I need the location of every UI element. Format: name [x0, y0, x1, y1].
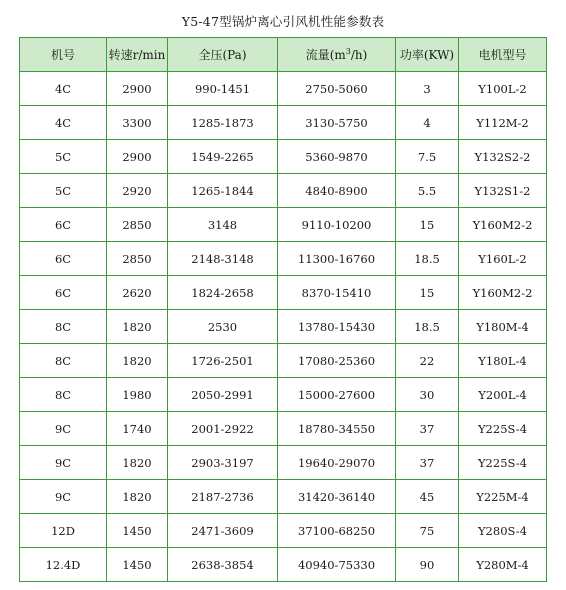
- cell-model: 6C: [20, 208, 107, 242]
- cell-motor: Y160L-2: [459, 242, 547, 276]
- table-row: [20, 72, 547, 106]
- table-row: [20, 514, 547, 548]
- cell-motor: Y200L-4: [459, 378, 547, 412]
- cell-power: 37: [396, 412, 459, 446]
- cell-pressure: 1285-1873: [168, 106, 278, 140]
- cell-power: 37: [396, 446, 459, 480]
- cell-model: 8C: [20, 310, 107, 344]
- table-row: [20, 446, 547, 480]
- cell-model: 12.4D: [20, 548, 107, 582]
- table-row: [20, 140, 547, 174]
- cell-power: 15: [396, 208, 459, 242]
- cell-motor: Y280M-4: [459, 548, 547, 582]
- header-row: [20, 38, 547, 72]
- cell-motor: Y132S1-2: [459, 174, 547, 208]
- cell-power: 75: [396, 514, 459, 548]
- cell-model: 6C: [20, 242, 107, 276]
- cell-flow: 8370-15410: [278, 276, 396, 310]
- table-row: [20, 378, 547, 412]
- cell-motor: Y160M2-2: [459, 276, 547, 310]
- header-flow-suffix: /h): [350, 48, 368, 62]
- cell-flow: 37100-68250: [278, 514, 396, 548]
- cell-flow: 9110-10200: [278, 208, 396, 242]
- fan-spec-table: [19, 37, 547, 582]
- table-title: Y5-47型锅炉离心引风机性能参数表: [181, 14, 385, 29]
- cell-speed: 1820: [107, 446, 168, 480]
- cell-flow: 13780-15430: [278, 310, 396, 344]
- cell-motor: Y180M-4: [459, 310, 547, 344]
- cell-speed: 2850: [107, 242, 168, 276]
- table-row: [20, 208, 547, 242]
- cell-pressure: 2471-3609: [168, 514, 278, 548]
- cell-flow: 40940-75330: [278, 548, 396, 582]
- cell-motor: Y225S-4: [459, 412, 547, 446]
- cell-speed: 1740: [107, 412, 168, 446]
- table-row: [20, 242, 547, 276]
- cell-model: 8C: [20, 378, 107, 412]
- cell-flow: 11300-16760: [278, 242, 396, 276]
- cell-power: 3: [396, 72, 459, 106]
- cell-model: 4C: [20, 72, 107, 106]
- cell-speed: 1980: [107, 378, 168, 412]
- cell-flow: 4840-8900: [278, 174, 396, 208]
- cell-model: 9C: [20, 446, 107, 480]
- cell-power: 15: [396, 276, 459, 310]
- cell-model: 9C: [20, 480, 107, 514]
- cell-power: 90: [396, 548, 459, 582]
- table-row: [20, 174, 547, 208]
- header-flow-sup: 3: [345, 47, 351, 56]
- cell-flow: 18780-34550: [278, 412, 396, 446]
- table-row: [20, 310, 547, 344]
- cell-pressure: 2638-3854: [168, 548, 278, 582]
- cell-speed: 2620: [107, 276, 168, 310]
- cell-pressure: 2050-2991: [168, 378, 278, 412]
- cell-speed: 2850: [107, 208, 168, 242]
- cell-pressure: 990-1451: [168, 72, 278, 106]
- cell-motor: Y100L-2: [459, 72, 547, 106]
- cell-pressure: 2001-2922: [168, 412, 278, 446]
- cell-speed: 2920: [107, 174, 168, 208]
- cell-power: 45: [396, 480, 459, 514]
- cell-pressure: 1549-2265: [168, 140, 278, 174]
- cell-speed: 1820: [107, 310, 168, 344]
- cell-motor: Y160M2-2: [459, 208, 547, 242]
- cell-speed: 1820: [107, 344, 168, 378]
- cell-model: 4C: [20, 106, 107, 140]
- header-motor: 电机型号: [459, 38, 547, 72]
- cell-pressure: 1824-2658: [168, 276, 278, 310]
- cell-flow: 15000-27600: [278, 378, 396, 412]
- cell-speed: 1450: [107, 514, 168, 548]
- cell-model: 5C: [20, 140, 107, 174]
- cell-pressure: 3148: [168, 208, 278, 242]
- cell-motor: Y225M-4: [459, 480, 547, 514]
- cell-flow: 31420-36140: [278, 480, 396, 514]
- cell-power: 7.5: [396, 140, 459, 174]
- cell-speed: 1820: [107, 480, 168, 514]
- header-flow: [278, 38, 396, 72]
- table-row: [20, 106, 547, 140]
- table-row: [20, 480, 547, 514]
- cell-pressure: 1726-2501: [168, 344, 278, 378]
- cell-speed: 1450: [107, 548, 168, 582]
- cell-pressure: 2187-2736: [168, 480, 278, 514]
- cell-power: 5.5: [396, 174, 459, 208]
- cell-flow: 2750-5060: [278, 72, 396, 106]
- header-speed: 转速r/min: [107, 38, 168, 72]
- cell-motor: Y280S-4: [459, 514, 547, 548]
- cell-power: 18.5: [396, 242, 459, 276]
- cell-model: 9C: [20, 412, 107, 446]
- cell-power: 4: [396, 106, 459, 140]
- cell-speed: 2900: [107, 72, 168, 106]
- table-row: [20, 276, 547, 310]
- cell-flow: 3130-5750: [278, 106, 396, 140]
- cell-motor: Y132S2-2: [459, 140, 547, 174]
- cell-pressure: 1265-1844: [168, 174, 278, 208]
- cell-pressure: 2148-3148: [168, 242, 278, 276]
- cell-power: 30: [396, 378, 459, 412]
- cell-motor: Y225S-4: [459, 446, 547, 480]
- cell-model: 5C: [20, 174, 107, 208]
- cell-model: 6C: [20, 276, 107, 310]
- header-power: 功率(KW): [396, 38, 459, 72]
- header-flow-prefix: 流量(m: [305, 48, 346, 62]
- cell-motor: Y180L-4: [459, 344, 547, 378]
- cell-speed: 3300: [107, 106, 168, 140]
- cell-model: 12D: [20, 514, 107, 548]
- cell-model: 8C: [20, 344, 107, 378]
- table-row: [20, 412, 547, 446]
- cell-power: 22: [396, 344, 459, 378]
- cell-flow: 5360-9870: [278, 140, 396, 174]
- table-row: [20, 344, 547, 378]
- table-body: [20, 72, 547, 582]
- cell-power: 18.5: [396, 310, 459, 344]
- cell-pressure: 2903-3197: [168, 446, 278, 480]
- table-row: [20, 548, 547, 582]
- cell-flow: 17080-25360: [278, 344, 396, 378]
- table-header: [20, 38, 547, 72]
- cell-motor: Y112M-2: [459, 106, 547, 140]
- cell-speed: 2900: [107, 140, 168, 174]
- header-pressure: 全压(Pa): [168, 38, 278, 72]
- cell-flow: 19640-29070: [278, 446, 396, 480]
- cell-pressure: 2530: [168, 310, 278, 344]
- header-model: 机号: [20, 38, 107, 72]
